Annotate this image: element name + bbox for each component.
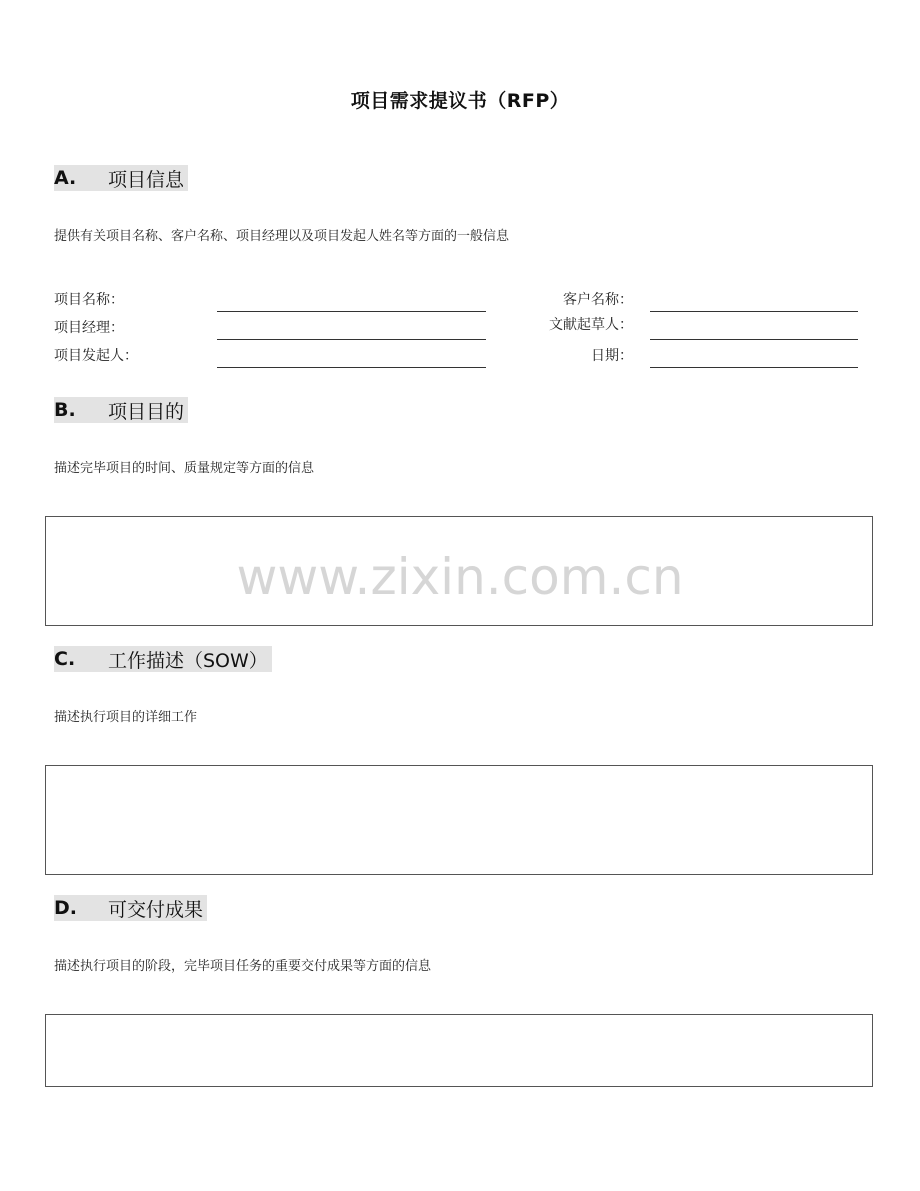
- customer-name-label: 客户名称：: [563, 292, 633, 308]
- document-author-label: 文献起草人：: [549, 317, 633, 333]
- section-title: 可交付成果: [108, 898, 204, 921]
- project-name-field[interactable]: [217, 311, 486, 312]
- section-description-b: 描述完毕项目的时间、质量规定等方面的信息: [54, 461, 315, 476]
- section-letter: B.: [54, 399, 76, 421]
- date-label: 日期：: [591, 348, 633, 364]
- customer-name-field[interactable]: [650, 311, 858, 312]
- section-heading-c: [54, 646, 272, 672]
- section-heading-a: [54, 165, 188, 191]
- section-title: 工作描述（SOW）: [108, 649, 268, 672]
- project-sponsor-label: 项目发起人：: [54, 348, 138, 364]
- section-letter: C.: [54, 648, 76, 670]
- project-sponsor-field[interactable]: [217, 367, 486, 368]
- document-author-field[interactable]: [650, 339, 858, 340]
- section-letter: A.: [54, 167, 77, 189]
- section-title: 项目目的: [108, 400, 185, 423]
- section-letter: D.: [54, 897, 77, 919]
- section-heading-d: [54, 895, 207, 921]
- date-field[interactable]: [650, 367, 858, 368]
- document-title: 项目需求提议书（RFP）: [350, 90, 570, 112]
- statement-of-work-box[interactable]: [45, 765, 873, 875]
- project-manager-field[interactable]: [217, 339, 486, 340]
- deliverables-box[interactable]: [45, 1014, 873, 1087]
- watermark: www.zixin.com.cn: [236, 548, 684, 606]
- project-manager-label: 项目经理：: [54, 320, 124, 336]
- section-heading-b: [54, 397, 188, 423]
- section-description-d: 描述执行项目的阶段，完毕项目任务的重要交付成果等方面的信息: [54, 959, 432, 974]
- project-name-label: 项目名称：: [54, 292, 124, 308]
- section-description-c: 描述执行项目的详细工作: [54, 710, 198, 725]
- section-description-a: 提供有关项目名称、客户名称、项目经理以及项目发起人姓名等方面的一般信息: [54, 229, 510, 244]
- section-title: 项目信息: [108, 168, 185, 191]
- project-purpose-box[interactable]: [45, 516, 873, 626]
